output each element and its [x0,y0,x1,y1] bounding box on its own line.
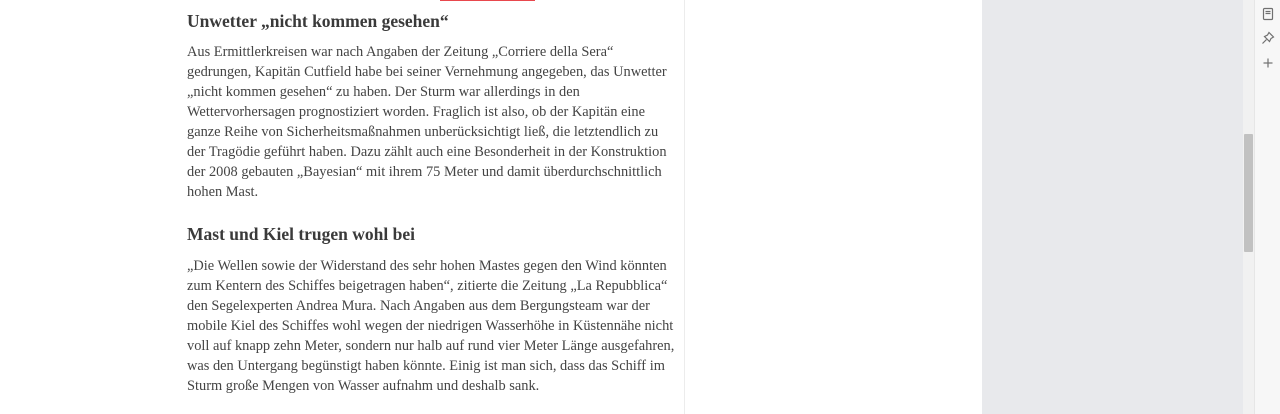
section-paragraph-1 [187,42,667,202]
paragraph-line: den Segelexperten Andrea Mura. Nach Angaben aus dem Bergungsteam war der [187,298,650,314]
right-column [685,0,982,414]
paragraph-line: was den Untergang begünstigt haben könnte. Einig ist man sich, dass das Schiff im [187,358,665,374]
paragraph-line: zum Kentern des Schiffes beigetragen haben“, zitierte die Zeitung „La Repubblica“ [187,278,668,294]
paragraph-line: der Tragödie geführt haben. Dazu zählt auch eine Besonderheit in der Konstruktion [187,144,667,160]
paragraph-line: ganze Reihe von Sicherheitsmaßnahmen unberücksichtigt ließ, die letztendlich zu [187,124,659,140]
paragraph-line: Wettervorhersagen prognostiziert worden. Fraglich ist also, ob der Kapitän eine [187,104,645,120]
paragraph-line: mobile Kiel des Schiffes wohl wegen der niedrigen Wasserhöhe in Küstennähe nicht [187,318,674,334]
paragraph-line: Sturm große Mengen von Wasser aufnahm und deshalb sank. [187,378,540,394]
pin-icon[interactable] [1260,30,1276,46]
paragraph-line: Aus Ermittlerkreisen war nach Angaben der Zeitung „Corriere della Sera“ [187,44,614,60]
paragraph-line: gedrungen, Kapitän Cutfield habe bei seiner Vernehmung angegeben, das Unwetter [187,64,667,80]
side-toolbar [1254,0,1280,414]
paragraph-line: „Die Wellen sowie der Widerstand des sehr hohen Mastes gegen den Wind könnten [187,258,667,274]
section-paragraph-2 [187,256,675,396]
paragraph-line: voll auf knapp zehn Meter, sondern nur halb auf rund vier Meter Länge ausgefahren, [187,338,675,354]
plus-icon[interactable] [1260,55,1276,71]
paragraph-line: der 2008 gebauten „Bayesian“ mit ihrem 75 Meter und damit überdurchschnittlich [187,164,662,180]
section-heading-2: Mast und Kiel trugen wohl bei [187,224,416,244]
red-accent-line [440,0,535,1]
bookmark-icon[interactable] [1260,6,1276,22]
page-gutter [982,0,1244,414]
paragraph-line: hohen Mast. [187,184,259,200]
scrollbar-thumb[interactable] [1244,134,1253,252]
paragraph-line: „nicht kommen gesehen“ zu haben. Der Sturm war allerdings in den [187,84,580,100]
section-heading-1: Unwetter „nicht kommen gesehen“ [187,11,449,31]
